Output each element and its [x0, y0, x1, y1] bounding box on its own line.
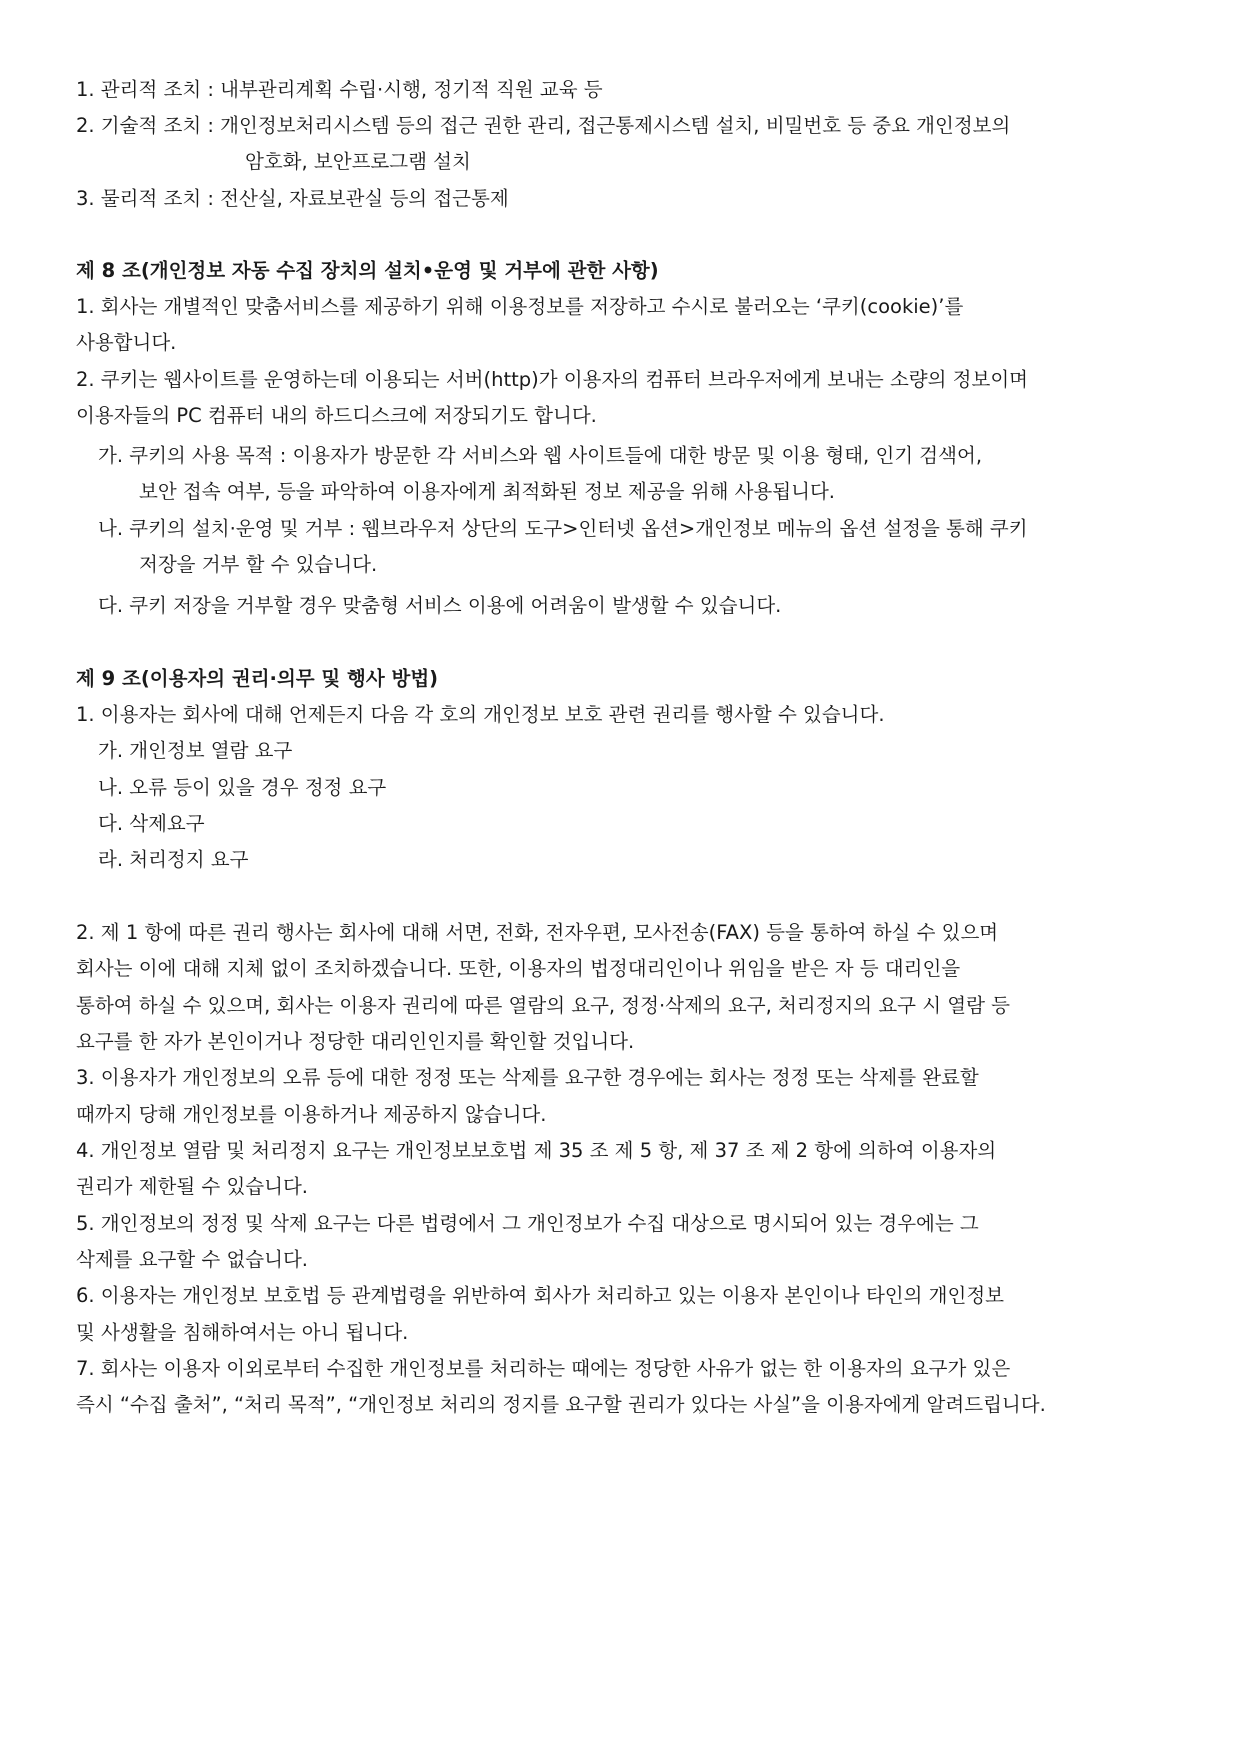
article-9-para-3: 3. 이용자가 개인정보의 오류 등에 대한 정정 또는 삭제를 요구한 경우에는 회사는 정정 또는 삭제를 완료할 [76, 1066, 979, 1089]
article-8-title: 제 8 조(개인정보 자동 수집 장치의 설치•운영 및 거부에 관한 사항) [76, 259, 659, 282]
article-9-item-na: 나. 오류 등이 있을 경우 정정 요구 [98, 776, 387, 799]
article-9-para-6-cont: 및 사생활을 침해하여서는 아니 됩니다. [76, 1321, 409, 1344]
article-9-para-4-cont: 권리가 제한될 수 있습니다. [76, 1175, 309, 1198]
article-9-para-1: 1. 이용자는 회사에 대해 언제든지 다음 각 호의 개인정보 보호 관련 권리를 행사할 수 있습니다. [76, 703, 885, 726]
measure-item-1: 1. 관리적 조치 : 내부관리계획 수립·시행, 정기적 직원 교육 등 [76, 78, 603, 101]
article-8-item-na-cont: 저장을 거부 할 수 있습니다. [139, 553, 378, 576]
article-9-para-7-cont: 즉시 “수집 출처”, “처리 목적”, “개인정보 처리의 정지를 요구할 권리가 있다는 사실”을 이용자에게 알려드립니다. [76, 1393, 1046, 1416]
article-9-para-2-cont-2: 통하여 하실 수 있으며, 회사는 이용자 권리에 따른 열람의 요구, 정정·삭제의 요구, 처리정지의 요구 시 열람 등 [76, 994, 1010, 1017]
article-8-item-da: 다. 쿠키 저장을 거부할 경우 맞춤형 서비스 이용에 어려움이 발생할 수 있습니다. [98, 594, 782, 617]
article-9-item-da: 다. 삭제요구 [98, 812, 205, 835]
article-8-item-ga: 가. 쿠키의 사용 목적 : 이용자가 방문한 각 서비스와 웹 사이트들에 대한 방문 및 이용 형태, 인기 검색어, [98, 444, 983, 467]
article-9-para-2-cont-1: 회사는 이에 대해 지체 없이 조치하겠습니다. 또한, 이용자의 법정대리인이나 위임을 받은 자 등 대리인을 [76, 957, 961, 980]
measure-item-3: 3. 물리적 조치 : 전산실, 자료보관실 등의 접근통제 [76, 187, 509, 210]
article-9-para-4: 4. 개인정보 열람 및 처리정지 요구는 개인정보보호법 제 35 조 제 5 항, 제 37 조 제 2 항에 의하여 이용자의 [76, 1139, 997, 1162]
article-9-para-5-cont: 삭제를 요구할 수 없습니다. [76, 1248, 309, 1271]
article-9-para-2: 2. 제 1 항에 따른 권리 행사는 회사에 대해 서면, 전화, 전자우편, 모사전송(FAX) 등을 통하여 하실 수 있으며 [76, 921, 999, 944]
article-9-para-6: 6. 이용자는 개인정보 보호법 등 관계법령을 위반하여 회사가 처리하고 있는 이용자 본인이나 타인의 개인정보 [76, 1284, 1005, 1307]
article-8-para-1-cont: 사용합니다. [76, 331, 177, 354]
article-9-para-7: 7. 회사는 이용자 이외로부터 수집한 개인정보를 처리하는 때에는 정당한 사유가 없는 한 이용자의 요구가 있은 [76, 1357, 1011, 1380]
article-9-item-ga: 가. 개인정보 열람 요구 [98, 739, 293, 762]
measure-item-2-cont: 암호화, 보안프로그램 설치 [245, 150, 471, 173]
article-9-para-5: 5. 개인정보의 정정 및 삭제 요구는 다른 법령에서 그 개인정보가 수집 대상으로 명시되어 있는 경우에는 그 [76, 1212, 979, 1235]
measure-item-2: 2. 기술적 조치 : 개인정보처리시스템 등의 접근 권한 관리, 접근통제시스템 설치, 비밀번호 등 중요 개인정보의 [76, 114, 1011, 137]
article-8-para-2: 2. 쿠키는 웹사이트를 운영하는데 이용되는 서버(http)가 이용자의 컴퓨터 브라우저에게 보내는 소량의 정보이며 [76, 368, 1029, 391]
article-9-item-ra: 라. 처리정지 요구 [98, 848, 249, 871]
article-8-item-ga-cont: 보안 접속 여부, 등을 파악하여 이용자에게 최적화된 정보 제공을 위해 사용됩니다. [139, 480, 836, 503]
article-8-item-na: 나. 쿠키의 설치·운영 및 거부 : 웹브라우저 상단의 도구>인터넷 옵션>개인정보 메뉴의 옵션 설정을 통해 쿠키 [98, 517, 1028, 540]
article-9-para-2-cont-3: 요구를 한 자가 본인이거나 정당한 대리인인지를 확인할 것입니다. [76, 1030, 635, 1053]
article-8-para-1: 1. 회사는 개별적인 맞춤서비스를 제공하기 위해 이용정보를 저장하고 수시로 불러오는 ‘쿠키(cookie)’를 [76, 295, 964, 318]
article-9-para-3-cont: 때까지 당해 개인정보를 이용하거나 제공하지 않습니다. [76, 1103, 547, 1126]
article-8-para-2-cont: 이용자들의 PC 컴퓨터 내의 하드디스크에 저장되기도 합니다. [76, 404, 597, 427]
article-9-title: 제 9 조(이용자의 권리·의무 및 행사 방법) [76, 667, 439, 690]
